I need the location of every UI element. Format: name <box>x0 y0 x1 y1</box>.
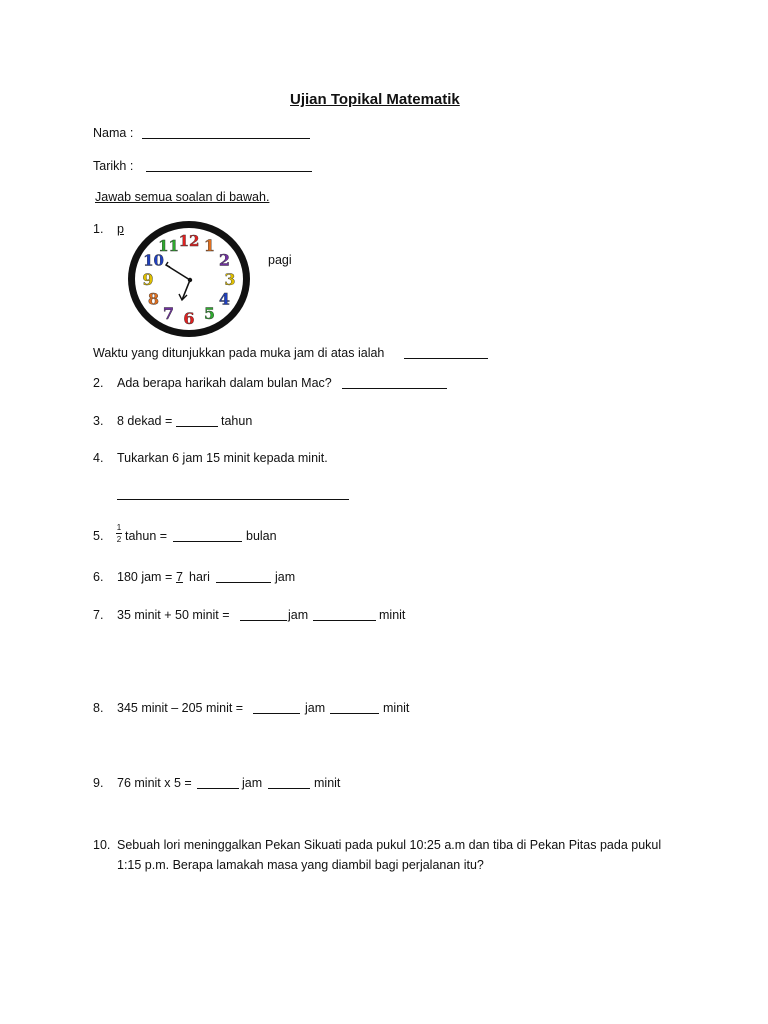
q8-number: 8. <box>93 701 104 715</box>
q1-text: Waktu yang ditunjukkan pada muka jam di atas ialah <box>93 346 385 360</box>
q6-answer-field[interactable] <box>216 570 271 583</box>
tarikh-field[interactable] <box>146 159 312 172</box>
q5-text-a: tahun = <box>125 529 168 543</box>
q5-fraction-denominator: 2 <box>116 535 122 544</box>
q8-text-a: 345 minit – 205 minit = <box>117 701 244 715</box>
q5-fraction-bar <box>116 533 122 534</box>
clock-number-7: 7 <box>162 303 175 323</box>
q1-number: 1. <box>93 222 104 236</box>
q10-number: 10. <box>93 838 111 852</box>
clock-number-8: 8 <box>147 289 160 309</box>
q7-text-a: 35 minit + 50 minit = <box>117 608 230 622</box>
clock-number-1: 1 <box>203 236 216 256</box>
q2-answer-field[interactable] <box>342 376 447 389</box>
clock-number-6: 6 <box>183 309 195 328</box>
clock-number-3: 3 <box>224 270 236 289</box>
q6-text-a: 180 jam = <box>117 570 173 584</box>
clock-number-12: 12 <box>178 232 200 250</box>
q3-text-b: tahun <box>221 414 253 428</box>
q8-minit-field[interactable] <box>330 701 379 714</box>
tarikh-label: Tarikh : <box>93 159 134 173</box>
page-title: Ujian Topikal Matematik <box>290 91 460 108</box>
q4-text: Tukarkan 6 jam 15 minit kepada minit. <box>117 451 328 465</box>
q10-line-1: Sebuah lori meninggalkan Pekan Sikuati pada pukul 10:25 a.m dan tiba di Pekan Pitas pada pukul <box>117 838 662 852</box>
q7-text-b: jam <box>288 608 309 622</box>
q3-answer-field[interactable] <box>176 414 218 427</box>
clock-number-4: 4 <box>218 289 231 309</box>
q9-text-a: 76 minit x 5 = <box>117 776 192 790</box>
clock-number-11: 11 <box>158 237 179 256</box>
q5-fraction-numerator: 1 <box>116 523 122 532</box>
q4-answer-field[interactable] <box>117 487 349 500</box>
q7-number: 7. <box>93 608 104 622</box>
q4-number: 4. <box>93 451 104 465</box>
q9-text-b: jam <box>242 776 263 790</box>
q3-number: 3. <box>93 414 104 428</box>
q6-text-b: hari <box>189 570 210 584</box>
q3-text-a: 8 dekad = <box>117 414 173 428</box>
q2-number: 2. <box>93 376 104 390</box>
nama-field[interactable] <box>142 126 310 139</box>
q5-text-b: bulan <box>246 529 277 543</box>
clock-number-5: 5 <box>203 303 216 323</box>
q8-text-c: minit <box>383 701 410 715</box>
q6-underlined-value: 7 <box>176 570 183 584</box>
q7-jam-field[interactable] <box>240 608 287 621</box>
q7-text-c: minit <box>379 608 406 622</box>
q1-suffix: pagi <box>268 253 292 267</box>
q9-text-c: minit <box>314 776 341 790</box>
clock-number-2: 2 <box>218 250 231 270</box>
instruction: Jawab semua soalan di bawah. <box>95 190 270 204</box>
q8-jam-field[interactable] <box>253 701 300 714</box>
q9-number: 9. <box>93 776 104 790</box>
q1-answer-field[interactable] <box>404 346 488 359</box>
q9-jam-field[interactable] <box>197 776 239 789</box>
q5-answer-field[interactable] <box>173 529 242 542</box>
clock-face <box>126 218 256 342</box>
q10-line-2: 1:15 p.m. Berapa lamakah masa yang diambil bagi perjalanan itu? <box>117 858 484 872</box>
nama-label: Nama : <box>93 126 134 140</box>
q5-number: 5. <box>93 529 104 543</box>
q7-minit-field[interactable] <box>313 608 376 621</box>
clock-number-9: 9 <box>142 270 154 289</box>
q8-text-b: jam <box>305 701 326 715</box>
q1-prefix: p <box>117 222 124 236</box>
q6-number: 6. <box>93 570 104 584</box>
q2-text: Ada berapa harikah dalam bulan Mac? <box>117 376 332 390</box>
q9-minit-field[interactable] <box>268 776 310 789</box>
q6-text-c: jam <box>275 570 296 584</box>
clock-number-10: 10 <box>143 251 164 270</box>
